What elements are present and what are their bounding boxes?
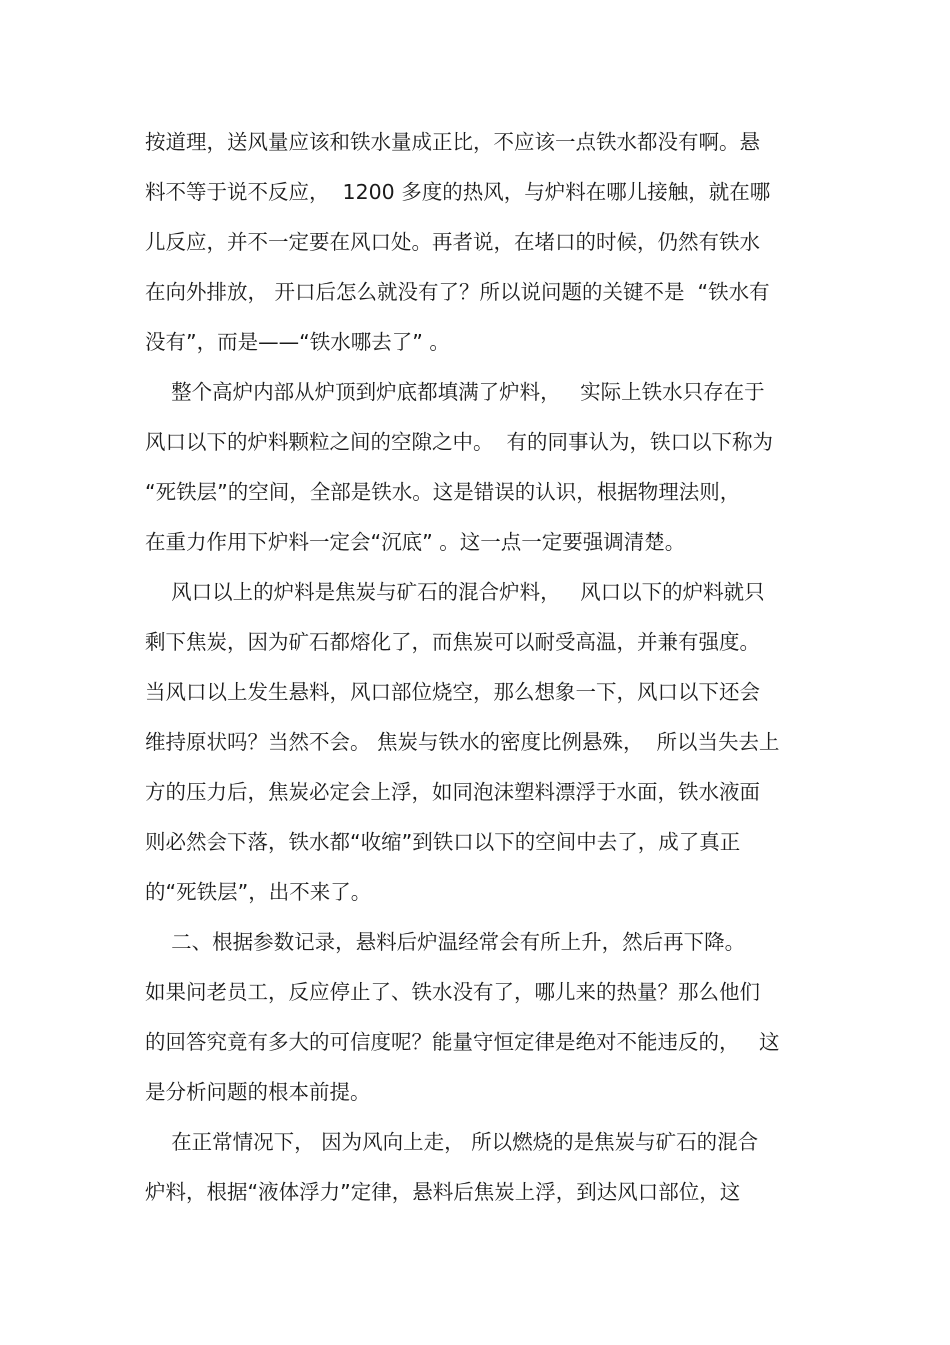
text-line: 按道理，送风量应该和铁水量成正比，不应该一点铁水都没有啊。悬 (145, 130, 760, 154)
text-line: 没有”，而是——“铁水哪去了” 。 (145, 330, 450, 354)
text-line: 炉料，根据“液体浮力”定律，悬料后焦炭上浮，到达风口部位，这 (145, 1180, 741, 1204)
text-line: 如果问老员工，反应停止了、铁水没有了，哪儿来的热量？那么他们 (145, 980, 760, 1004)
text-line: 儿反应，并不一定要在风口处。再者说，在堵口的时候，仍然有铁水 (145, 230, 760, 254)
text-line: 当风口以上发生悬料，风口部位烧空，那么想象一下，风口以下还会 (145, 680, 760, 704)
text-line: 整个高炉内部从炉顶到炉底都填满了炉料， 实际上铁水只存在于 (145, 380, 765, 404)
text-line: 剩下焦炭，因为矿石都熔化了，而焦炭可以耐受高温，并兼有强度。 (145, 630, 760, 654)
text-line: 维持原状吗？当然不会。 焦炭与铁水的密度比例悬殊， 所以当失去上 (145, 730, 780, 754)
text-line: 的回答究竟有多大的可信度呢？能量守恒定律是绝对不能违反的， 这 (145, 1030, 780, 1054)
text-line: 在重力作用下炉料一定会“沉底” 。这一点一定要强调清楚。 (145, 530, 686, 554)
text-line: 方的压力后，焦炭必定会上浮，如同泡沫塑料漂浮于水面，铁水液面 (145, 780, 760, 804)
text-line: 风口以下的炉料颗粒之间的空隙之中。 有的同事认为，铁口以下称为 (145, 430, 774, 454)
text-line: 在正常情况下， 因为风向上走， 所以燃烧的是焦炭与矿石的混合 (145, 1130, 759, 1154)
text-line: “死铁层”的空间，全部是铁水。这是错误的认识，根据物理法则， (145, 480, 741, 504)
text-line: 的“死铁层”，出不来了。 (145, 880, 372, 904)
text-line: 二、根据参数记录，悬料后炉温经常会有所上升，然后再下降。 (145, 930, 746, 954)
text-line: 料不等于说不反应， 1200 多度的热风，与炉料在哪儿接触，就在哪 (145, 180, 771, 204)
text-line: 风口以上的炉料是焦炭与矿石的混合炉料， 风口以下的炉料就只 (145, 580, 765, 604)
text-line: 则必然会下落，铁水都“收缩”到铁口以下的空间中去了，成了真正 (145, 830, 741, 854)
text-line: 是分析问题的根本前提。 (145, 1080, 371, 1104)
text-line: 在向外排放， 开口后怎么就没有了？所以说问题的关键不是 “铁水有 (145, 280, 770, 304)
